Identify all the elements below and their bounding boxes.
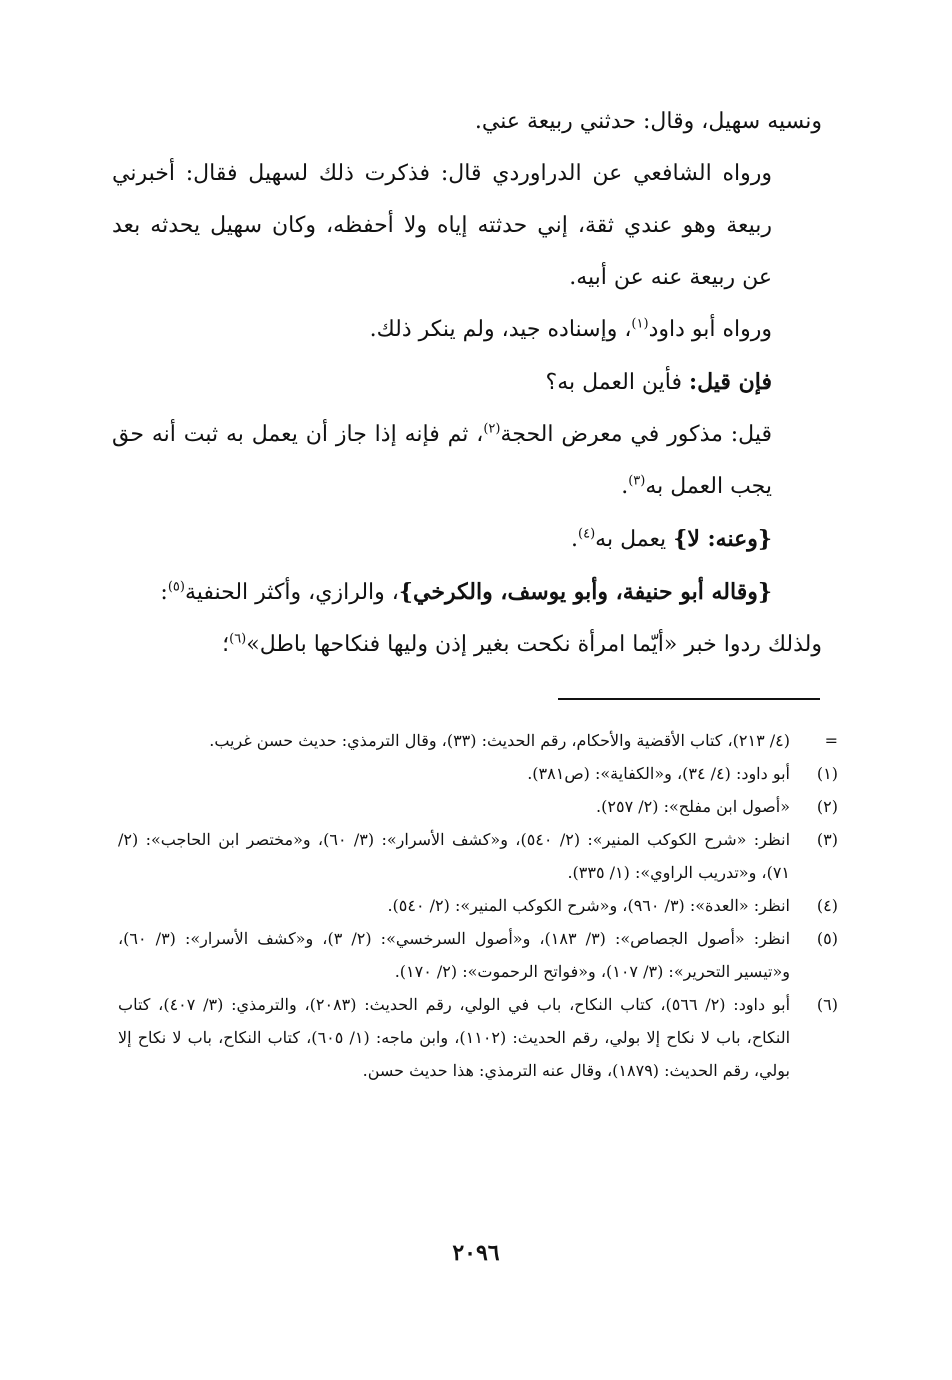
footnote-number: = xyxy=(824,731,838,750)
footnote-text: «أصول ابن مفلح»: (٢/ ٢٥٧). xyxy=(596,797,790,816)
footnote-ref[interactable]: (٣) xyxy=(628,473,646,489)
footnote-divider xyxy=(558,698,820,700)
paragraph xyxy=(112,566,822,619)
footnote xyxy=(118,757,838,790)
paragraph xyxy=(112,356,822,409)
footnote-ref[interactable]: (٢) xyxy=(483,421,501,437)
text-run: قيل: مذكور في معرض الحجة xyxy=(500,422,773,447)
text-run: فأين العمل به؟ xyxy=(545,370,690,395)
paragraph xyxy=(112,513,822,566)
footnote-number: (١) xyxy=(816,764,838,783)
text-run: : xyxy=(160,580,168,605)
paragraph xyxy=(112,304,822,356)
paragraph: ونسيه سهيل، وقال: حدثني ربيعة عني. xyxy=(474,109,822,134)
footnote-text: (٤/ ٢١٣)، كتاب الأقضية والأحكام، رقم الحديث: (٣٣)، وقال الترمذي: حديث حسن غريب. xyxy=(209,731,790,750)
footnote xyxy=(118,988,838,1087)
text-run: ورواه أبو داود xyxy=(648,317,772,342)
text-run: ولذلك ردوا خبر «أيّما امرأة نكحت بغير إذن وليها فنكاحها باطل» xyxy=(246,632,822,657)
bold-text: {وقاله أبو حنيفة، وأبو يوسف، والكرخي} xyxy=(398,579,772,605)
footnote xyxy=(118,889,838,922)
text-run: ، ثم فإنه إذا جاز أن يعمل به ثبت أنه حق يجب العمل به xyxy=(112,422,772,499)
text-run: يعمل به xyxy=(595,527,674,552)
text-run: . xyxy=(571,527,579,552)
text-run: ، والرازي، وأكثر الحنفية xyxy=(184,580,399,605)
footnotes xyxy=(118,724,838,1087)
footnote xyxy=(118,823,838,889)
bold-text: فإن قيل: xyxy=(689,369,772,395)
bold-text: {وعنه: لا} xyxy=(673,526,772,552)
footnote-text: انظر: «أصول الجصاص»: (٣/ ١٨٣)، و«أصول السرخسي»: (٢/ ٣)، و«كشف الأسرار»: (٣/ ٦٠)، و«تيسير التحرير»: (٣/ ١٠٧)، و«فواتح الرحموت»: (٢/ ١٧٠). xyxy=(118,929,791,981)
text-run: . xyxy=(621,474,629,499)
footnote-text: أبو داود: (٤/ ٣٤)، و«الكفاية»: (ص٣٨١). xyxy=(527,764,790,783)
footnote-ref[interactable]: (٤) xyxy=(578,526,596,542)
footnote-number: (٣) xyxy=(816,830,838,849)
paragraph xyxy=(112,409,822,513)
footnote xyxy=(118,922,838,988)
text-run: ، وإسناده جيد، ولم ينكر ذلك. xyxy=(369,317,632,342)
footnote-ref[interactable]: (٦) xyxy=(229,631,247,647)
paragraph: ورواه الشافعي عن الدراوردي قال: فذكرت ذلك لسهيل فقال: أخبرني ربيعة وهو عندي ثقة، إني حدثته إياه ولا أحفظه، وكان سهيل يحدثه بعد عن ربيعة عنه عن أبيه. xyxy=(112,161,772,290)
page-number: ٢٠٩٦ xyxy=(452,1240,500,1266)
footnote-ref[interactable]: (١) xyxy=(631,316,649,332)
text-run: ؛ xyxy=(222,632,230,657)
footnote-number: (٤) xyxy=(816,896,838,915)
footnote-text: انظر: «شرح الكوكب المنير»: (٢/ ٥٤٠)، و«كشف الأسرار»: (٣/ ٦٠)، و«مختصر ابن الحاجب»: (٢/ ٧١)، و«تدريب الراوي»: (١/ ٣٣٥). xyxy=(118,830,791,882)
main-text xyxy=(112,96,822,671)
footnote xyxy=(118,724,838,757)
paragraph xyxy=(112,619,822,671)
footnote xyxy=(118,790,838,823)
footnote-text: أبو داود: (٢/ ٥٦٦)، كتاب النكاح، باب في الولي، رقم الحديث: (٢٠٨٣)، والترمذي: (٣/ ٤٠٧)، كتاب النكاح، باب لا نكاح إلا بولي، رقم الحديث: (١١٠٢)، وابن ماجه: (١/ ٦٠٥)، كتاب النكاح، باب لا نكاح إلا بولي، رقم الحديث: (١٨٧٩)، وقال عنه الترمذي: هذا حديث حسن. xyxy=(118,995,791,1080)
footnote-number: (٦) xyxy=(816,995,838,1014)
footnote-number: (٢) xyxy=(816,797,838,816)
footnote-ref[interactable]: (٥) xyxy=(167,579,185,595)
footnote-text: انظر: «العدة»: (٣/ ٩٦٠)، و«شرح الكوكب المنير»: (٢/ ٥٤٠). xyxy=(387,896,790,915)
footnote-number: (٥) xyxy=(816,929,838,948)
